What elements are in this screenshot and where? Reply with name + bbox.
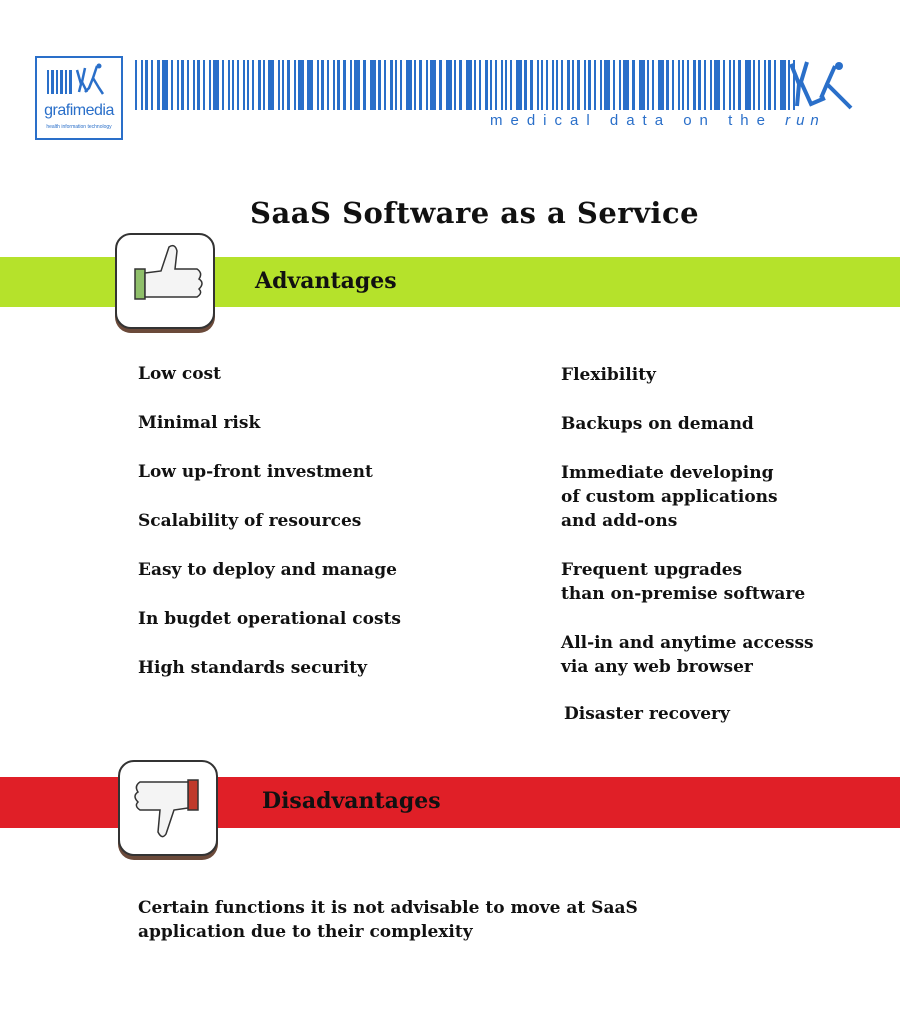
barcode-bar (193, 60, 195, 110)
barcode-bar (672, 60, 674, 110)
advantage-item (561, 631, 814, 679)
barcode-bar (141, 60, 143, 110)
barcode-bar (321, 60, 324, 110)
barcode-bar (294, 60, 296, 110)
barcode-bar (588, 60, 591, 110)
barcode-bar (495, 60, 497, 110)
barcode-bar (516, 60, 522, 110)
thumbs-down-icon (118, 760, 218, 856)
barcode-bar (268, 60, 274, 110)
barcode-bar (639, 60, 645, 110)
barcode-bar (600, 60, 602, 110)
barcode-bar (317, 60, 319, 110)
advantages-heading: Advantages (255, 268, 397, 294)
barcode-bar (135, 60, 137, 110)
advantage-item (561, 363, 814, 387)
disadvantage-item (138, 896, 638, 944)
advantage-item (564, 702, 814, 726)
barcode-bar (258, 60, 261, 110)
advantage-line: All-in and anytime accesss (561, 633, 814, 653)
disadvantages-heading: Disadvantages (262, 788, 441, 814)
advantages-left-list (138, 362, 401, 680)
barcode-bar (390, 60, 393, 110)
advantage-line: Frequent upgrades (561, 560, 743, 580)
advantage-line: than on-premise software (561, 584, 806, 604)
barcode-bar (474, 60, 476, 110)
barcode-bar (145, 60, 148, 110)
barcode-bar (177, 60, 179, 110)
barcode-bar (252, 60, 254, 110)
barcode-bar (157, 60, 160, 110)
barcode-bar (247, 60, 249, 110)
barcode-bar (510, 60, 512, 110)
barcode-bar (430, 60, 436, 110)
barcode-bar (384, 60, 386, 110)
barcode-bar (171, 60, 173, 110)
page-title: SaaS Software as a Service (250, 196, 700, 230)
advantage-item (561, 461, 814, 533)
barcode-bar (501, 60, 503, 110)
disadvantage-line: Certain functions it is not advisable to move at SaaS (138, 898, 638, 918)
tagline (490, 112, 825, 129)
barcode-bar (698, 60, 701, 110)
barcode-bar (454, 60, 456, 110)
advantage-item: High standards security (138, 658, 367, 678)
grafimedia-logo: grafimedia health information technology (35, 56, 123, 140)
barcode-bar (307, 60, 313, 110)
barcode-bar (567, 60, 570, 110)
barcode-bar (446, 60, 452, 110)
barcode-bar (466, 60, 472, 110)
barcode-bar (278, 60, 280, 110)
barcode-graphic (135, 60, 815, 112)
barcode-bar (197, 60, 200, 110)
barcode-bar (237, 60, 239, 110)
tagline-text: medical data on the (490, 112, 773, 129)
barcode-bar (187, 60, 189, 110)
barcode-bar (584, 60, 586, 110)
barcode-bar (710, 60, 712, 110)
advantage-item (561, 558, 814, 606)
barcode-bar (758, 60, 760, 110)
advantage-item: Minimal risk (138, 413, 261, 433)
barcode-bar (485, 60, 488, 110)
barcode-bar (203, 60, 205, 110)
barcode-bar (327, 60, 329, 110)
barcode-bar (406, 60, 412, 110)
barcode-bar (298, 60, 304, 110)
barcode-bar (604, 60, 610, 110)
barcode-bar (613, 60, 615, 110)
barcode-bar (733, 60, 735, 110)
barcode-bar (343, 60, 346, 110)
runner-icon (785, 58, 855, 114)
barcode-bar (162, 60, 168, 110)
barcode-bar (228, 60, 230, 110)
barcode-bar (337, 60, 340, 110)
advantage-line: Flexibility (561, 365, 656, 385)
barcode-bar (556, 60, 558, 110)
barcode-bar (232, 60, 234, 110)
advantages-right-list (561, 363, 814, 726)
advantage-item: Scalability of resources (138, 511, 362, 531)
advantage-line: via any web browser (561, 657, 753, 677)
barcode-bar (723, 60, 725, 110)
barcode-bar (632, 60, 635, 110)
barcode-bar (693, 60, 696, 110)
barcode-bar (687, 60, 689, 110)
barcode-bar (505, 60, 507, 110)
barcode-bar (738, 60, 741, 110)
barcode-bar (537, 60, 539, 110)
advantage-item (561, 412, 814, 436)
barcode-bar (490, 60, 492, 110)
advantage-line: Disaster recovery (564, 704, 730, 724)
barcode-bar (594, 60, 596, 110)
barcode-bar (682, 60, 684, 110)
advantage-item: Low up-front investment (138, 462, 373, 482)
barcode-bar (370, 60, 376, 110)
barcode-bar (764, 60, 766, 110)
barcode-bar (209, 60, 211, 110)
barcode-bar (704, 60, 706, 110)
logo-runner-icon (37, 60, 121, 102)
barcode-bar (479, 60, 481, 110)
barcode-bar (530, 60, 533, 110)
barcode-bar (768, 60, 771, 110)
barcode-bar (552, 60, 554, 110)
barcode-bar (541, 60, 543, 110)
advantage-line: Immediate developing (561, 463, 774, 483)
advantage-line: of custom applications (561, 487, 778, 507)
barcode-bar (652, 60, 654, 110)
barcode-bar (282, 60, 284, 110)
barcode-bar (666, 60, 669, 110)
barcode-bar (678, 60, 680, 110)
barcode-bar (753, 60, 755, 110)
barcode-bar (400, 60, 402, 110)
barcode-bar (572, 60, 574, 110)
barcode-bar (774, 60, 776, 110)
barcode-bar (333, 60, 335, 110)
barcode-bar (363, 60, 366, 110)
barcode-bar (419, 60, 422, 110)
advantage-line: and add-ons (561, 511, 678, 531)
tagline-emphasis: run (785, 112, 825, 129)
barcode-bar (181, 60, 184, 110)
barcode-bar (378, 60, 381, 110)
advantage-item: Low cost (138, 364, 221, 384)
barcode-bar (354, 60, 360, 110)
advantage-line: Backups on demand (561, 414, 754, 434)
barcode-bar (577, 60, 580, 110)
barcode-bar (414, 60, 416, 110)
advantage-item: In bugdet operational costs (138, 609, 401, 629)
barcode-bar (561, 60, 563, 110)
barcode-bar (395, 60, 397, 110)
barcode-bar (619, 60, 621, 110)
barcode-bar (213, 60, 219, 110)
barcode-bar (222, 60, 224, 110)
barcode-bar (658, 60, 664, 110)
barcode-bar (151, 60, 153, 110)
barcode-bar (714, 60, 720, 110)
barcode-bar (459, 60, 462, 110)
barcode-bar (745, 60, 751, 110)
thumbs-up-icon (115, 233, 215, 329)
barcode-bar (729, 60, 731, 110)
barcode-bar (243, 60, 245, 110)
barcode-bar (546, 60, 548, 110)
barcode-bar (524, 60, 527, 110)
barcode-bar (287, 60, 290, 110)
barcode-bar (263, 60, 265, 110)
barcode-bar (350, 60, 352, 110)
barcode-bar (426, 60, 428, 110)
barcode-bar (623, 60, 629, 110)
advantage-item: Easy to deploy and manage (138, 560, 397, 580)
barcode-bar (439, 60, 442, 110)
barcode-bar (647, 60, 649, 110)
disadvantage-line: application due to their complexity (138, 922, 473, 942)
